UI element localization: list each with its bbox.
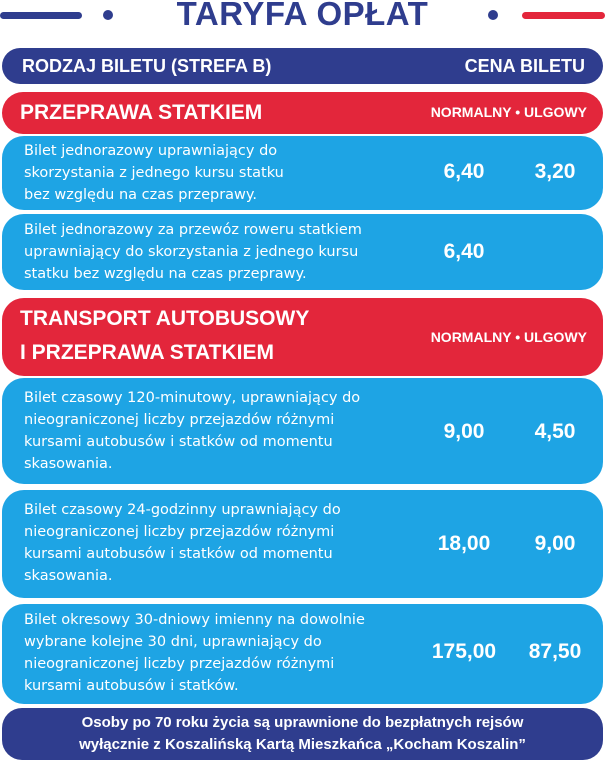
ticket-description xyxy=(24,499,341,587)
title-row xyxy=(0,0,605,40)
ticket-description xyxy=(24,219,362,285)
price-reduced: 4,50 xyxy=(534,420,576,443)
decorative-dot-right xyxy=(488,10,498,20)
ticket-description-line: kursami autobusów i statków. xyxy=(24,678,239,694)
ticket-description xyxy=(24,387,360,475)
price-reduced: 9,00 xyxy=(534,532,576,555)
price-reduced: 3,20 xyxy=(534,160,576,183)
section-header-bus-ferry xyxy=(2,298,603,376)
footer-note-line: Osoby po 70 roku życia są uprawnione do bezpłatnych rejsów xyxy=(81,714,524,731)
decorative-line-right xyxy=(522,12,605,19)
price-normal: 18,00 xyxy=(437,532,491,555)
footer-note-line: wyłącznie z Koszalińską Kartą Mieszkańca „Kocham Koszalin” xyxy=(79,736,526,753)
ticket-description-line: nieograniczonej liczby przejazdów różnymi xyxy=(24,524,335,540)
section-title: PRZEPRAWA STATKIEM xyxy=(20,101,263,124)
price-reduced: 87,50 xyxy=(528,640,582,663)
ticket-description-line: Bilet okresowy 30-dniowy imienny na dowolnie xyxy=(24,612,365,628)
ticket-description-line: kursami autobusów i statków od momentu xyxy=(24,434,333,450)
ticket-description-line: Bilet jednorazowy za przewóz roweru statkiem xyxy=(24,222,362,238)
ticket-description-line: skorzystania z jednego kursu statku xyxy=(24,165,284,181)
decorative-dot-left xyxy=(103,10,113,20)
header-ticket-price: CENA BILETU xyxy=(464,56,585,76)
ticket-row xyxy=(2,214,603,290)
page-title: TARYFA OPŁAT xyxy=(176,0,429,32)
ticket-description-line: bez względu na czas przeprawy. xyxy=(24,187,258,203)
section-header-ferry xyxy=(2,92,603,134)
ticket-description-line: Bilet czasowy 24-godzinny uprawniający do xyxy=(24,502,341,518)
ticket-description-line: kursami autobusów i statków od momentu xyxy=(24,546,333,562)
footer-note xyxy=(2,708,603,760)
ticket-description-line: statku bez względu na czas przeprawy. xyxy=(24,266,307,282)
ticket-description-line: wybrane kolejne 30 dni, uprawniający do xyxy=(24,634,322,650)
ticket-row xyxy=(2,136,603,210)
table-header xyxy=(2,48,603,84)
ticket-row xyxy=(2,378,603,484)
decorative-line-left xyxy=(0,12,82,19)
ticket-description-line: skasowania. xyxy=(24,456,113,472)
section-price-types: NORMALNY • ULGOWY xyxy=(430,104,587,120)
ticket-description xyxy=(24,140,284,206)
header-ticket-type: RODZAJ BILETU (STREFA B) xyxy=(22,56,272,76)
ticket-row xyxy=(2,604,603,704)
price-normal: 175,00 xyxy=(431,640,497,663)
ticket-row xyxy=(2,490,603,598)
section-price-types: NORMALNY • ULGOWY xyxy=(430,329,587,345)
price-normal: 6,40 xyxy=(443,160,485,183)
ticket-description-line: Bilet czasowy 120-minutowy, uprawniający do xyxy=(24,390,361,406)
ticket-description-line: skasowania. xyxy=(24,568,113,584)
ticket-description-line: nieograniczonej liczby przejazdów różnymi xyxy=(24,412,335,428)
price-normal: 6,40 xyxy=(443,240,485,263)
ticket-description-line: uprawniający do skorzystania z jednego kursu xyxy=(24,244,359,260)
section-title-line: TRANSPORT AUTOBUSOWY xyxy=(20,307,310,330)
ticket-description-line: Bilet jednorazowy uprawniający do xyxy=(24,143,278,159)
section-title-line: I PRZEPRAWA STATKIEM xyxy=(20,341,274,364)
ticket-description xyxy=(24,609,365,697)
section-title xyxy=(20,304,309,368)
price-normal: 9,00 xyxy=(443,420,485,443)
ticket-description-line: nieograniczonej liczby przejazdów różnymi xyxy=(24,656,335,672)
